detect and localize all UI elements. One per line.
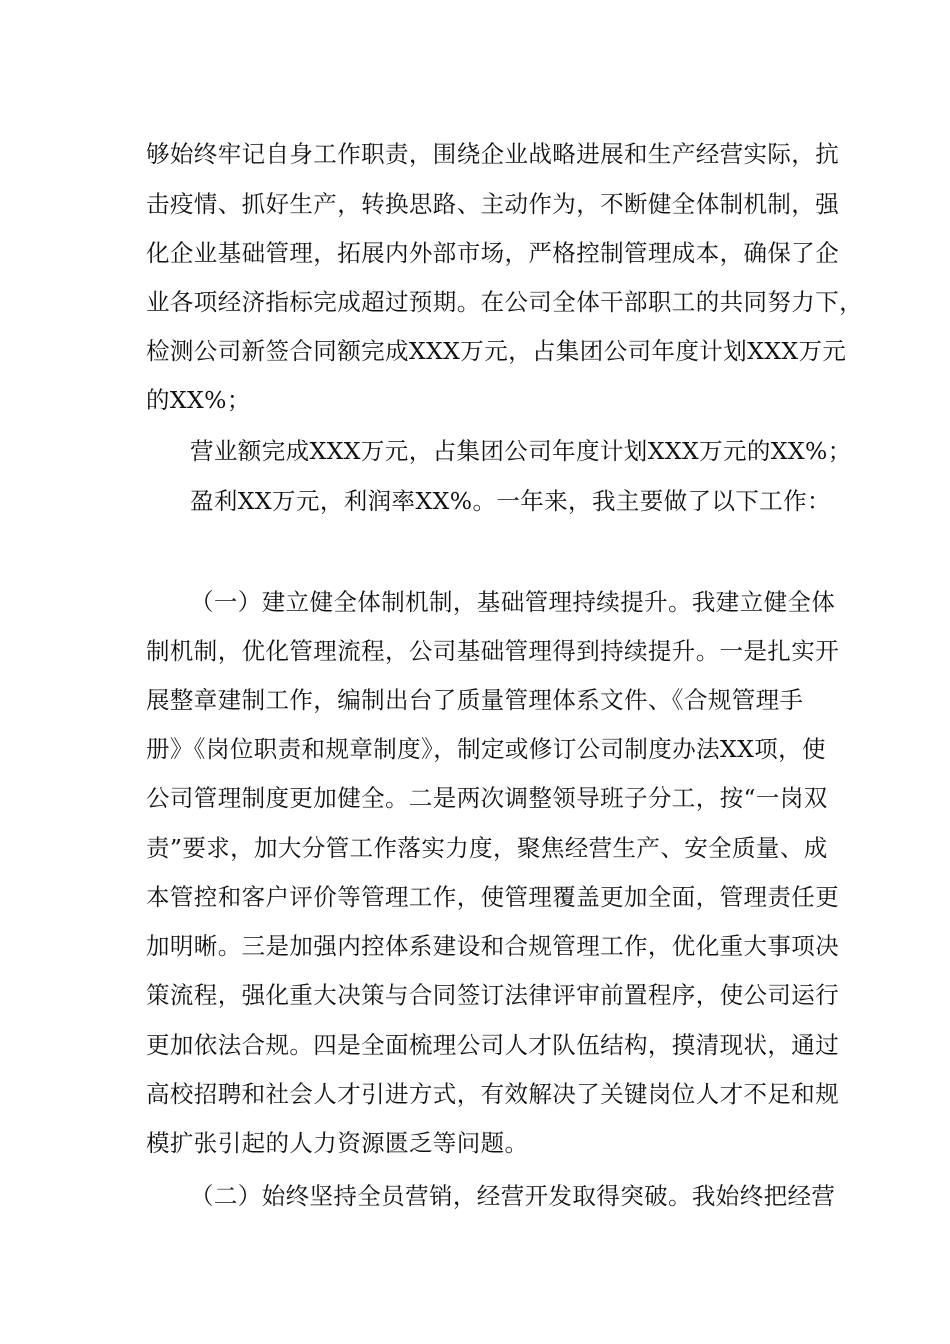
text-line: （二）始终坚持全员营销，经营开发取得突破。我始终把经营 <box>190 1182 836 1210</box>
text-line: 的XX%； <box>146 386 251 414</box>
text-line: 检测公司新签合同额完成XXX万元，占集团公司年度计划XXX万元 <box>146 337 847 365</box>
text-line: 责”要求，加大分管工作落实力度，聚焦经营生产、安全质量、成 <box>146 834 828 862</box>
text-line: 够始终牢记自身工作职责，围绕企业战略进展和生产经营实际，抗 <box>146 140 840 168</box>
text-line: 加明晰。三是加强内控体系建设和合规管理工作，优化重大事项决 <box>146 932 840 960</box>
text-line: 模扩张引起的人力资源匮乏等问题。 <box>146 1129 529 1157</box>
text-line: 公司管理制度更加健全。二是两次调整领导班子分工，按“一岗双 <box>146 784 828 812</box>
text-line: 业各项经济指标完成超过预期。在公司全体干部职工的共同努力下， <box>146 288 863 316</box>
text-line: 本管控和客户评价等管理工作，使管理覆盖更加全面，管理责任更 <box>146 883 840 911</box>
text-line: 制机制，优化管理流程，公司基础管理得到持续提升。一是扎实开 <box>146 637 840 665</box>
text-line: 击疫情、抓好生产，转换思路、主动作为，不断健全体制机制，强 <box>146 190 840 218</box>
text-line: 营业额完成XXX万元，占集团公司年度计划XXX万元的XX%； <box>190 437 852 465</box>
text-line: 更加依法合规。四是全面梳理公司人才队伍结构，摸清现状，通过 <box>146 1031 840 1059</box>
text-line: 展整章建制工作，编制出台了质量管理体系文件、《合规管理手 <box>146 686 804 714</box>
text-line: 册》《岗位职责和规章制度》，制定或修订公司制度办法XX项，使 <box>146 735 826 763</box>
text-line: 化企业基础管理，拓展内外部市场，严格控制管理成本，确保了企 <box>146 239 840 267</box>
text-line: （一）建立健全体制机制，基础管理持续提升。我建立健全体 <box>190 588 836 616</box>
text-line: 高校招聘和社会人才引进方式，有效解决了关键岗位人才不足和规 <box>146 1080 840 1108</box>
text-line: 策流程，强化重大决策与合同签订法律评审前置程序，使公司运行 <box>146 981 840 1009</box>
text-line: 盈利XX万元，利润率XX%。一年来，我主要做了以下工作： <box>190 487 831 515</box>
